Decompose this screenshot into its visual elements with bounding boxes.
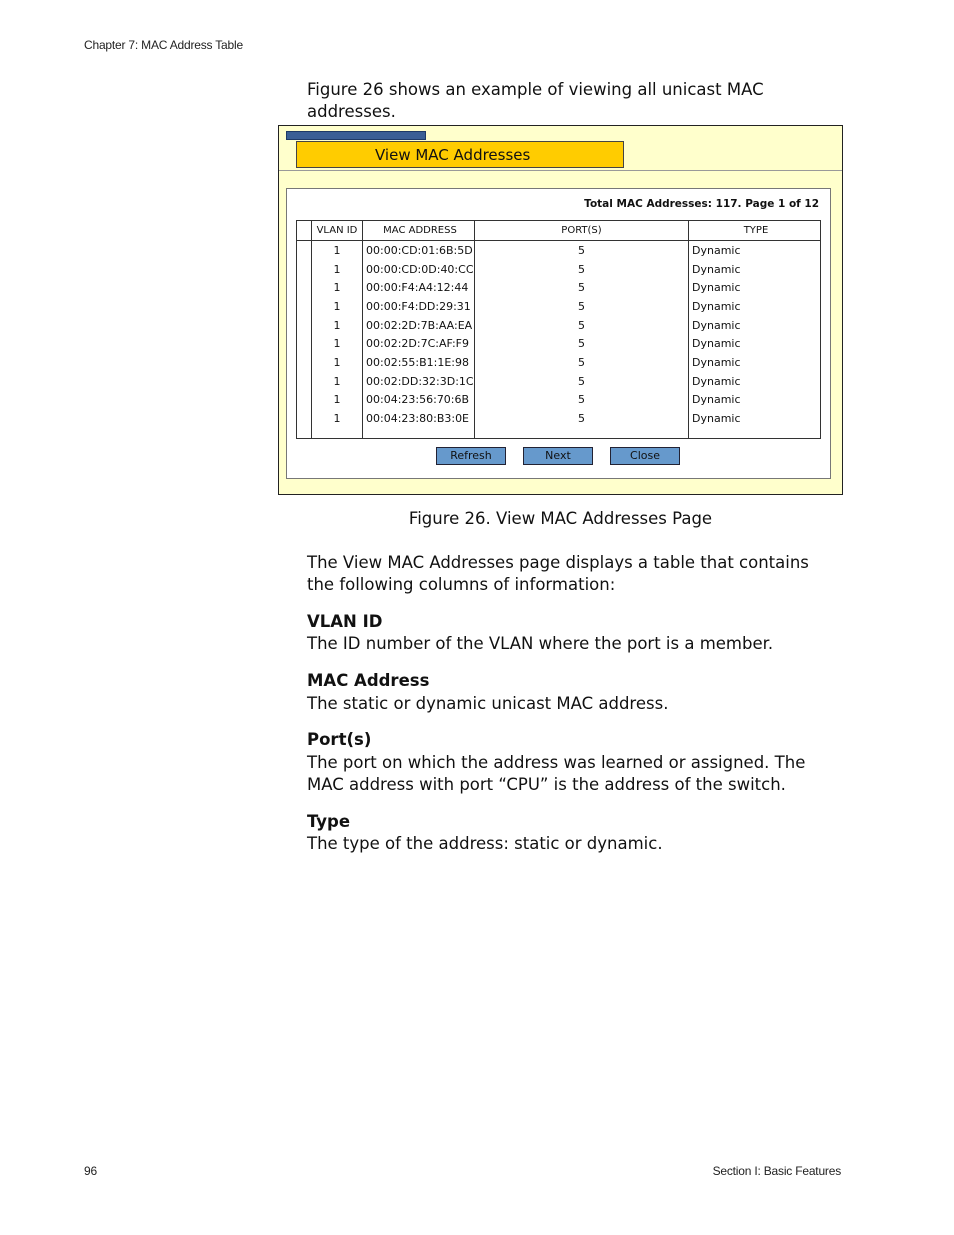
cell-vlan: 1 <box>312 297 363 316</box>
column-header-mac: MAC ADDRESS <box>363 221 475 241</box>
page-number: 96 <box>84 1164 97 1178</box>
running-header: Chapter 7: MAC Address Table <box>84 38 243 52</box>
content-panel <box>286 188 831 479</box>
next-button[interactable]: Next <box>523 447 593 465</box>
cell-port: 5 <box>475 278 689 297</box>
cell-port: 5 <box>475 297 689 316</box>
row-select-cell <box>297 372 312 391</box>
cell-mac: 00:04:23:80:B3:0E <box>363 409 475 428</box>
total-count: Total MAC Addresses: 117. Page 1 of 12 <box>584 198 819 210</box>
table-row[interactable] <box>297 241 821 260</box>
definition-vlan-id: The ID number of the VLAN where the port is a member. <box>307 634 774 653</box>
mac-table <box>296 220 821 439</box>
cell-port: 5 <box>475 391 689 410</box>
cell-vlan: 1 <box>312 334 363 353</box>
cell-type: Dynamic <box>689 297 821 316</box>
column-header-ports: PORT(S) <box>475 221 689 241</box>
row-select-cell <box>297 353 312 372</box>
filler-cell <box>297 428 312 439</box>
filler-cell <box>363 428 475 439</box>
cell-type: Dynamic <box>689 278 821 297</box>
cell-vlan: 1 <box>312 316 363 335</box>
table-row[interactable] <box>297 316 821 335</box>
row-select-cell <box>297 297 312 316</box>
cell-type: Dynamic <box>689 316 821 335</box>
refresh-button[interactable]: Refresh <box>436 447 506 465</box>
cell-mac: 00:02:2D:7C:AF:F9 <box>363 334 475 353</box>
filler-cell <box>689 428 821 439</box>
cell-vlan: 1 <box>312 278 363 297</box>
cell-type: Dynamic <box>689 391 821 410</box>
cell-type: Dynamic <box>689 334 821 353</box>
cell-vlan: 1 <box>312 353 363 372</box>
title-divider <box>279 170 842 171</box>
table-row[interactable] <box>297 372 821 391</box>
page-title-bar: View MAC Addresses <box>296 141 624 168</box>
cell-mac: 00:00:CD:0D:40:CC <box>363 260 475 279</box>
term-type: Type <box>307 812 351 831</box>
table-filler-row <box>297 428 821 439</box>
cell-type: Dynamic <box>689 260 821 279</box>
row-select-cell <box>297 316 312 335</box>
row-select-cell <box>297 260 312 279</box>
description-paragraph: The View MAC Addresses page displays a table that contains the following columns of information: <box>307 553 809 594</box>
term-mac-address: MAC Address <box>307 671 430 690</box>
cell-port: 5 <box>475 334 689 353</box>
definition-type: The type of the address: static or dynamic. <box>307 834 663 853</box>
definition-ports: The port on which the address was learned or assigned. The MAC address with port “CPU” is the address of the switch. <box>307 753 806 794</box>
filler-cell <box>475 428 689 439</box>
row-select-cell <box>297 391 312 410</box>
term-ports: Port(s) <box>307 730 372 749</box>
cell-mac: 00:02:2D:7B:AA:EA <box>363 316 475 335</box>
row-select-cell <box>297 334 312 353</box>
cell-port: 5 <box>475 409 689 428</box>
cell-mac: 00:00:CD:01:6B:5D <box>363 241 475 260</box>
cell-port: 5 <box>475 241 689 260</box>
row-select-cell <box>297 409 312 428</box>
cell-port: 5 <box>475 372 689 391</box>
cell-type: Dynamic <box>689 241 821 260</box>
table-row[interactable] <box>297 409 821 428</box>
cell-port: 5 <box>475 316 689 335</box>
cell-mac: 00:00:F4:A4:12:44 <box>363 278 475 297</box>
filler-cell <box>312 428 363 439</box>
cell-vlan: 1 <box>312 409 363 428</box>
cell-mac: 00:02:DD:32:3D:1C <box>363 372 475 391</box>
table-row[interactable] <box>297 391 821 410</box>
cell-vlan: 1 <box>312 391 363 410</box>
cell-vlan: 1 <box>312 372 363 391</box>
table-row[interactable] <box>297 278 821 297</box>
table-row[interactable] <box>297 334 821 353</box>
table-row[interactable] <box>297 353 821 372</box>
select-column-header <box>297 221 312 241</box>
row-select-cell <box>297 278 312 297</box>
figure-screenshot <box>278 125 843 495</box>
cell-type: Dynamic <box>689 353 821 372</box>
cell-mac: 00:00:F4:DD:29:31 <box>363 297 475 316</box>
cell-type: Dynamic <box>689 372 821 391</box>
definition-mac-address: The static or dynamic unicast MAC address. <box>307 694 669 713</box>
cell-vlan: 1 <box>312 241 363 260</box>
cell-mac: 00:04:23:56:70:6B <box>363 391 475 410</box>
term-vlan-id: VLAN ID <box>307 612 383 631</box>
cell-mac: 00:02:55:B1:1E:98 <box>363 353 475 372</box>
section-footer: Section I: Basic Features <box>712 1164 841 1178</box>
column-header-type: TYPE <box>689 221 821 241</box>
intro-paragraph: Figure 26 shows an example of viewing all unicast MAC addresses. <box>307 80 764 121</box>
cell-port: 5 <box>475 260 689 279</box>
table-header-row <box>297 221 821 241</box>
window-tab <box>286 131 426 140</box>
table-row[interactable] <box>297 297 821 316</box>
column-header-vlan: VLAN ID <box>312 221 363 241</box>
figure-caption: Figure 26. View MAC Addresses Page <box>408 509 713 528</box>
close-button[interactable]: Close <box>610 447 680 465</box>
table-row[interactable] <box>297 260 821 279</box>
cell-vlan: 1 <box>312 260 363 279</box>
row-select-cell <box>297 241 312 260</box>
cell-type: Dynamic <box>689 409 821 428</box>
cell-port: 5 <box>475 353 689 372</box>
